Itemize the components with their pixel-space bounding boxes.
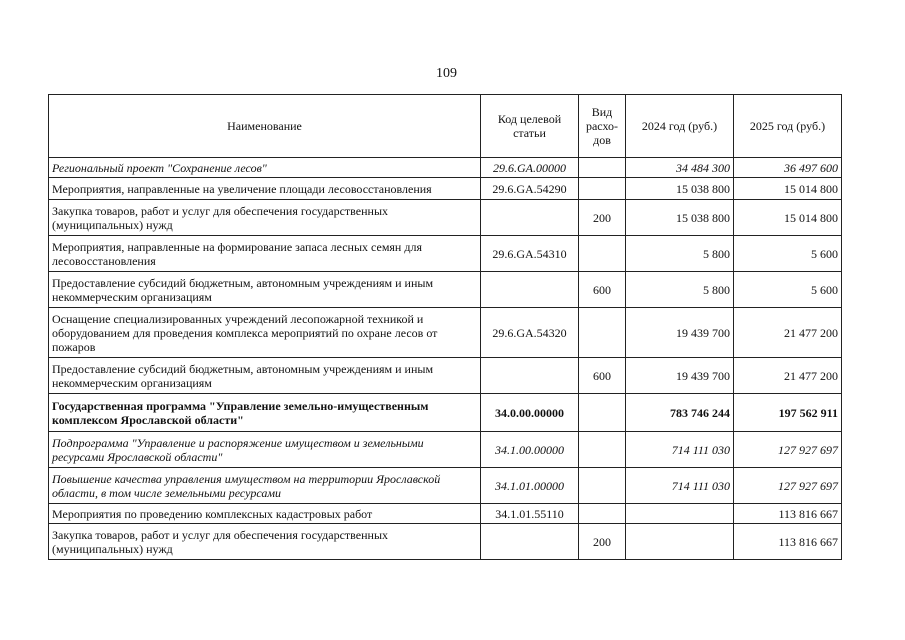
row-2025-cell: 113 816 667 [734, 524, 842, 560]
row-kind-cell [579, 236, 626, 272]
table-row [49, 178, 842, 200]
row-code-cell [481, 272, 579, 308]
row-code-cell: 29.6.GA.54320 [481, 308, 579, 358]
row-code-cell: 34.1.01.55110 [481, 504, 579, 524]
row-name-cell: Предоставление субсидий бюджетным, автономным учреждениям и иным некоммерческим организациям [49, 358, 481, 394]
header-2025: 2025 год (руб.) [734, 95, 842, 158]
row-2024-cell: 19 439 700 [626, 358, 734, 394]
row-2024-cell: 15 038 800 [626, 200, 734, 236]
row-kind-cell: 200 [579, 200, 626, 236]
row-code-cell [481, 524, 579, 560]
table-row [49, 158, 842, 178]
row-kind-cell [579, 468, 626, 504]
table-row [49, 358, 842, 394]
row-2024-cell: 714 111 030 [626, 468, 734, 504]
row-2025-cell: 197 562 911 [734, 394, 842, 432]
row-2025-cell: 15 014 800 [734, 200, 842, 236]
row-code-cell: 29.6.GA.00000 [481, 158, 579, 178]
row-kind-cell [579, 308, 626, 358]
row-name-cell: Мероприятия, направленные на формирование запаса лесных семян для лесовосстановления [49, 236, 481, 272]
row-kind-cell [579, 158, 626, 178]
row-name-cell: Региональный проект "Сохранение лесов" [49, 158, 481, 178]
row-2024-cell: 5 800 [626, 272, 734, 308]
row-code-cell: 29.6.GA.54310 [481, 236, 579, 272]
row-name-cell: Предоставление субсидий бюджетным, автономным учреждениям и иным некоммерческим организациям [49, 272, 481, 308]
row-kind-cell: 200 [579, 524, 626, 560]
header-kind: Вид расхо-дов [579, 95, 626, 158]
table-header-row [49, 95, 842, 158]
row-name-cell: Закупка товаров, работ и услуг для обеспечения государственных (муниципальных) нужд [49, 200, 481, 236]
row-2024-cell [626, 504, 734, 524]
row-2024-cell: 34 484 300 [626, 158, 734, 178]
row-code-cell [481, 200, 579, 236]
row-name-cell: Оснащение специализированных учреждений лесопожарной техникой и оборудованием для проведения комплекса мероприятий по охране лесов от пожаров [49, 308, 481, 358]
row-2024-cell: 783 746 244 [626, 394, 734, 432]
table-row [49, 432, 842, 468]
row-2024-cell: 714 111 030 [626, 432, 734, 468]
row-2025-cell: 5 600 [734, 272, 842, 308]
row-name-cell: Государственная программа "Управление земельно-имущественным комплексом Ярославской области" [49, 394, 481, 432]
row-kind-cell: 600 [579, 358, 626, 394]
row-code-cell: 34.1.01.00000 [481, 468, 579, 504]
row-code-cell: 34.0.00.00000 [481, 394, 579, 432]
row-name-cell: Мероприятия по проведению комплексных кадастровых работ [49, 504, 481, 524]
row-kind-cell [579, 504, 626, 524]
row-2024-cell: 19 439 700 [626, 308, 734, 358]
row-kind-cell [579, 394, 626, 432]
table-body [49, 158, 842, 560]
row-2025-cell: 15 014 800 [734, 178, 842, 200]
row-kind-cell [579, 432, 626, 468]
row-kind-cell: 600 [579, 272, 626, 308]
table-row [49, 200, 842, 236]
table-row [49, 308, 842, 358]
row-2025-cell: 127 927 697 [734, 468, 842, 504]
table-row [49, 468, 842, 504]
row-kind-cell [579, 178, 626, 200]
row-2025-cell: 36 497 600 [734, 158, 842, 178]
page-number: 109 [436, 66, 457, 81]
header-code: Код целевой статьи [481, 95, 579, 158]
row-2024-cell: 5 800 [626, 236, 734, 272]
row-2024-cell: 15 038 800 [626, 178, 734, 200]
row-2025-cell: 127 927 697 [734, 432, 842, 468]
budget-table [48, 94, 842, 560]
header-2024: 2024 год (руб.) [626, 95, 734, 158]
row-name-cell: Повышение качества управления имуществом на территории Ярославской области, в том числе земельными ресурсами [49, 468, 481, 504]
row-code-cell: 29.6.GA.54290 [481, 178, 579, 200]
row-name-cell: Мероприятия, направленные на увеличение площади лесовосстановления [49, 178, 481, 200]
row-code-cell: 34.1.00.00000 [481, 432, 579, 468]
table-row [49, 504, 842, 524]
row-name-cell: Закупка товаров, работ и услуг для обеспечения государственных (муниципальных) нужд [49, 524, 481, 560]
row-2025-cell: 21 477 200 [734, 358, 842, 394]
table-row [49, 394, 842, 432]
row-code-cell [481, 358, 579, 394]
row-2025-cell: 5 600 [734, 236, 842, 272]
table-row [49, 236, 842, 272]
header-name: Наименование [49, 95, 481, 158]
row-2025-cell: 113 816 667 [734, 504, 842, 524]
table-row [49, 272, 842, 308]
table-row [49, 524, 842, 560]
row-2025-cell: 21 477 200 [734, 308, 842, 358]
row-2024-cell [626, 524, 734, 560]
row-name-cell: Подпрограмма "Управление и распоряжение имуществом и земельными ресурсами Ярославской области" [49, 432, 481, 468]
